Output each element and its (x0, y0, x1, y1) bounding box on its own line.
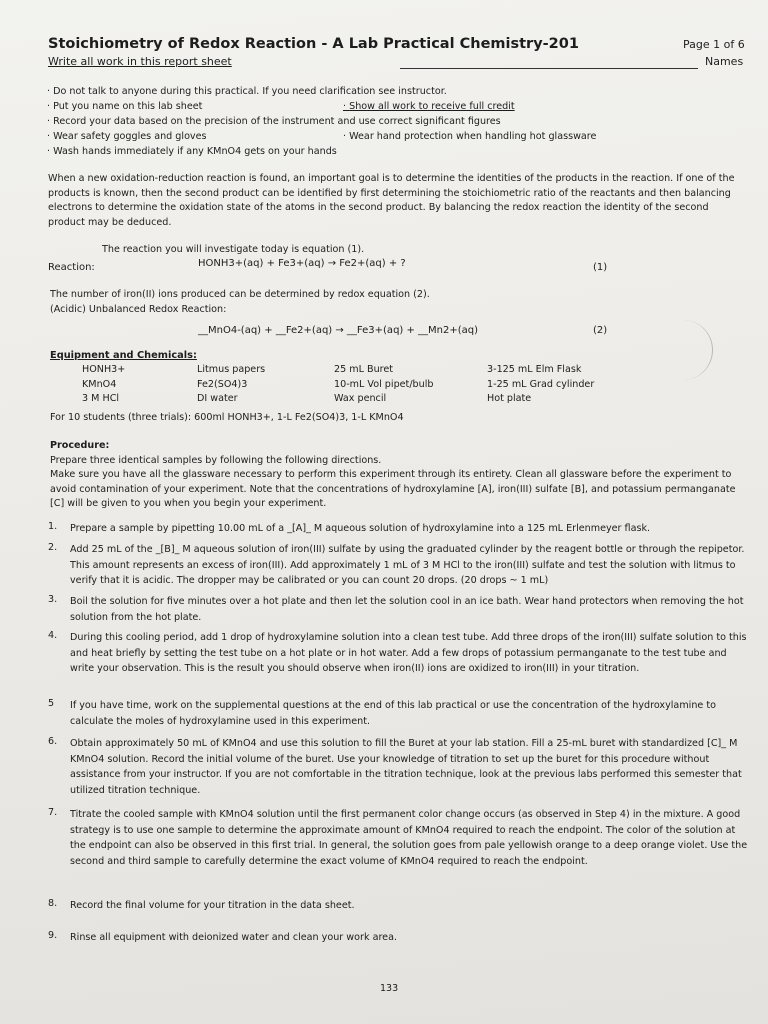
equipment-item: KMnO4 (82, 378, 117, 390)
equipment-item: DI water (197, 393, 238, 404)
procedure-intro-2: Make sure you have all the glassware necessary to perform this experiment through its entirety. Clean all glassware before the experiment to avoid contamination of your experiment. Note that the concentrations of hydroxylamine [A], iron(III) sulfate [B], and potassium permanganate [C] will be given to you when you begin your experiment. (50, 469, 736, 509)
rule-item: · Wear safety goggles and gloves · Wear hand protection when handling hot glassware (47, 131, 597, 142)
rule-item: · Put you name on this lab sheet · Show all work to receive full credit (47, 101, 515, 112)
page-curl-mark (672, 320, 713, 380)
equipment-col-4 (487, 363, 594, 407)
document-subtitle: Write all work in this report sheet (48, 55, 232, 68)
equipment-item: HONH3+ (82, 364, 126, 375)
reaction-equation (198, 258, 406, 269)
step-number: 6. (48, 736, 58, 747)
step-text: Titrate the cooled sample with KMnO4 solution until the first permanent color change occurs (as observed in Step 4) in the mixture. A good strategy is to use one sample to determine the approximate amount of KMnO4 required to reach the endpoint. The color of the solution at the endpoint can also be observed in this first trial. In general, the solution goes from pale yellowish orange to a deep orange violet. Use the second and third sample to carefully determine the exact volume of KMnO4 required to reach the endpoint. (70, 809, 748, 867)
equipment-item: Fe2(SO4)3 (197, 378, 248, 390)
rule-item-inline: Wear hand protection when handling hot glassware (349, 131, 597, 142)
iron-text: The number of iron(II) ions produced can be determined by redox equation (2). (50, 289, 430, 300)
step-number: 4. (48, 630, 58, 641)
rule-item: · Wash hands immediately if any KMnO4 gets on your hands (47, 146, 337, 157)
step-number: 2. (48, 542, 58, 553)
rule-item-inline: Show all work to receive full credit (349, 101, 515, 112)
reaction2-equation: __MnO4-(aq) + __Fe2+(aq) → __Fe3+(aq) + __Mn2+(aq) (198, 325, 479, 336)
equipment-item: 10-mL Vol pipet/bulb (334, 378, 434, 390)
step-number: 7. (48, 807, 58, 818)
unbalanced-label: (Acidic) Unbalanced Redox Reaction: (50, 304, 227, 315)
step-text: Rinse all equipment with deionized water and clean your work area. (70, 932, 398, 943)
procedure-intro-1: Prepare three identical samples by following the following directions. (50, 455, 382, 466)
reaction-label: Reaction: (48, 262, 95, 273)
equipment-item: 1-25 mL Grad cylinder (487, 378, 595, 390)
step-number: 3. (48, 594, 58, 605)
equipment-item: 25 mL Buret (334, 364, 394, 375)
equipment-col-1 (82, 363, 125, 407)
equipment-col-2 (197, 363, 265, 407)
step-text: Boil the solution for five minutes over a hot plate and then let the solution cool in an ice bath. Wear hand protectors when removing the hot solution from the hot plate. (70, 596, 744, 623)
equipment-item: 3-125 mL Elm Flask (487, 364, 582, 375)
equipment-title: Equipment and Chemicals: (50, 350, 197, 361)
step-text: Record the final volume for your titration in the data sheet. (70, 900, 355, 911)
step-number: 8. (48, 898, 58, 909)
page-indicator: Page 1 of 6 (683, 38, 745, 51)
step-text: If you have time, work on the supplemental questions at the end of this lab practical or use the concentration of the hydroxylamine to calculate the moles of hydroxylamine used in this experiment. (70, 700, 716, 727)
document-title: Stoichiometry of Redox Reaction - A Lab Practical Chemistry-201 (48, 36, 579, 52)
page-number: 133 (380, 983, 399, 994)
reaction2-number: (2) (593, 325, 608, 336)
step-number: 5 (48, 698, 55, 709)
rules-list (47, 84, 597, 159)
equipment-item: 3 M HCl (82, 393, 120, 404)
step-text: Obtain approximately 50 mL of KMnO4 and use this solution to fill the Buret at your lab station. Fill a 25-mL buret with standardized [C]_ M KMnO4 solution. Record the initial volume of the buret. Use your knowledge of titration to set up the buret for this procedure without assistance from your instructor. If you are not comfortable in the titration technique, look at the previous labs performed this semester that utilized titration technique. (70, 738, 742, 796)
reaction-intro: The reaction you will investigate today is equation (1). (102, 244, 365, 255)
equipment-item: Litmus papers (197, 364, 266, 375)
step-text: Add 25 mL of the _[B]_ M aqueous solution of iron(III) sulfate by using the graduated cylinder by the reagent bottle or through the repipetor. This amount represents an excess of iron(III). Add approximately 1 mL of 3 M HCl to the iron(III) sulfate and test the solution with litmus to verify that it is acidic. The dropper may be calibrated or you can count 20 drops. (20 drops ~ 1 mL) (70, 544, 745, 586)
names-label: Names (705, 55, 744, 68)
reaction-number: (1) (593, 262, 608, 273)
rule-item: · Record your data based on the precision of the instrument and use correct significant figures (47, 116, 501, 127)
intro-paragraph: When a new oxidation-reduction reaction is found, an important goal is to determine the identities of the products in the reaction. If one of the products is known, then the second product can be identified by first determining the stoichiometric ratio of the reactants and then balancing electrons to determine the oxidation state of the atoms in the second product. By balancing the redox reaction the identity of the second product may be deduced. (48, 173, 735, 228)
step-text: Prepare a sample by pipetting 10.00 mL of a _[A]_ M aqueous solution of hydroxylamine into a 125 mL Erlenmeyer flask. (70, 523, 651, 534)
rule-item: · Do not talk to anyone during this practical. If you need clarification see instructor. (47, 86, 447, 97)
equipment-note: For 10 students (three trials): 600ml HONH3+, 1-L Fe2(SO4)3, 1-L KMnO4 (50, 412, 404, 423)
equipment-col-3 (334, 363, 433, 407)
step-number: 1. (48, 521, 58, 532)
equipment-item: Hot plate (487, 393, 532, 404)
names-line (400, 68, 698, 69)
reaction-equation-text: HONH3+(aq) + Fe3+(aq) → Fe2+(aq) + ? (198, 258, 406, 269)
equipment-item: Wax pencil (334, 393, 387, 404)
procedure-title: Procedure: (50, 440, 110, 451)
step-number: 9. (48, 930, 58, 941)
step-text: During this cooling period, add 1 drop of hydroxylamine solution into a clean test tube. Add three drops of the iron(III) sulfate solution to this and heat briefly by setting the test tube on a hot plate or in hot water. Add a few drops of potassium permanganate to the test tube and write your observation. This is the result you should observe when iron(II) ions are oxidized to iron(III) in your titration. (70, 632, 747, 674)
